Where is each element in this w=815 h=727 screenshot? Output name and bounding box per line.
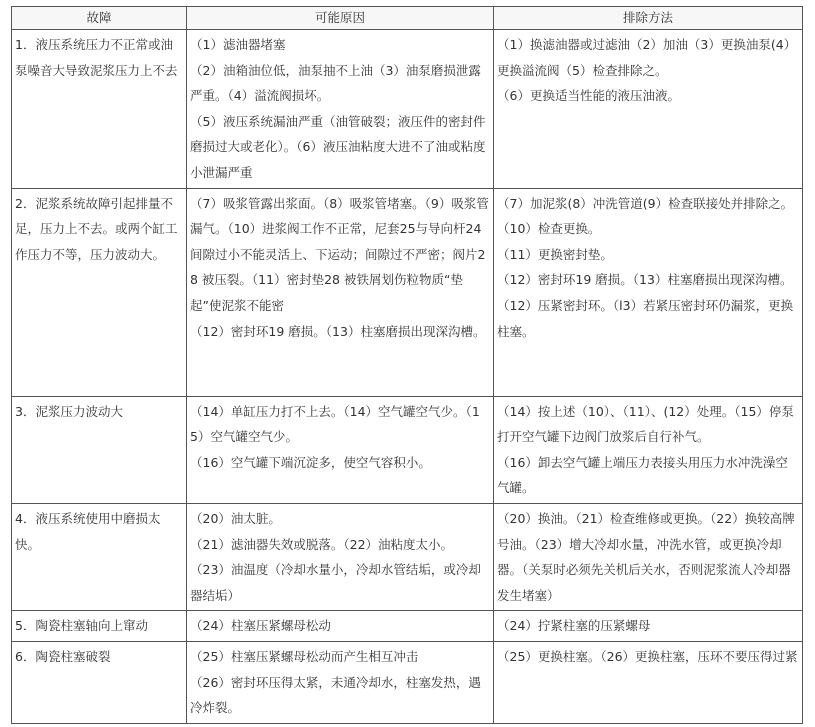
- header-fault: 故障: [12, 7, 187, 30]
- causes-cell: [187, 611, 494, 642]
- remedies-cell: [494, 503, 803, 610]
- remedy-line: （14）按上述（10）、（11）、(12）处理。（15）停泵打开空气罐下边阀门放浆后自行补气。: [497, 403, 794, 445]
- causes-cell: [187, 30, 494, 189]
- troubleshooting-table-wrapper: [11, 6, 803, 724]
- remedies-cell: [494, 641, 803, 723]
- cause-line: （14）单缸压力打不上去。（14）空气罐空气少。（15）空气罐空气少。: [190, 403, 480, 445]
- header-causes: 可能原因: [187, 7, 494, 30]
- causes-cell: [187, 396, 494, 503]
- causes-cell: [187, 641, 494, 723]
- table-row: [12, 503, 803, 610]
- remedy-line: （6）更换适当性能的液压油液。: [497, 88, 680, 104]
- header-row: [12, 7, 803, 30]
- cause-line: （12）密封环19 磨损。（13）柱塞磨损出现深沟槽。: [190, 323, 486, 339]
- fault-cell: 4．液压系统使用中磨损太快。: [12, 503, 187, 610]
- remedy-line: （24）拧紧柱塞的压紧螺母: [497, 618, 651, 634]
- cause-line: （16）空气罐下端沉淀多，使空气容积小。: [190, 454, 431, 470]
- cause-line: （20）油太脏。: [190, 510, 281, 526]
- cause-line: （26）密封环压得太紧，未通冷却水，柱塞发热，遇冷炸裂。: [190, 674, 481, 716]
- cause-line: （24）柱塞压紧螺母松动: [190, 618, 331, 634]
- fault-cell: 1．液压系统压力不正常或油泵噪音大导致泥浆压力上不去: [12, 30, 187, 189]
- remedy-line: （7）加泥浆(8）冲洗管道(9）检查联接处并排除之。: [497, 195, 794, 211]
- remedy-line: （12）密封环19 磨损。（13）柱塞磨损出现深沟槽。: [497, 272, 793, 288]
- cause-line: （23）油温度（冷却水量小，冷却水管结垢，或冷却器结垢）: [190, 562, 481, 603]
- cause-line: （21）滤油器失效或脱落。（22）油粘度太小。: [190, 536, 454, 552]
- cause-line: （25）柱塞压紧螺母松动而产生相互冲击: [190, 648, 419, 664]
- header-remedies: 排除方法: [494, 7, 803, 30]
- troubleshooting-table: [11, 6, 803, 724]
- cause-line: （7）吸浆管露出浆面。（8）吸浆管堵塞。（9）吸浆管漏气。（10）进浆阀工作不正常，尼套25与导向杆24 间隙过小不能灵活上、下运动；间隙过不严密；阀片28 被压裂。（11）密封垫28 被铁屑划伤粒物质“垫起”使泥浆不能密: [190, 195, 489, 313]
- fault-cell: 5．陶瓷柱塞轴向上窜动: [12, 611, 187, 642]
- remedy-line: （10）检查更换。: [497, 221, 601, 237]
- cause-line: （5）液压系统漏油严重（油管破裂；液压件的密封件磨损过大或老化）。（6）液压油粘度大进不了油或粘度小泄漏严重: [190, 113, 486, 180]
- cause-line: （2）油箱油位低，油泵抽不上油（3）油泵磨损泄露严重。（4）溢流阀损坏。: [190, 62, 481, 104]
- table-row: [12, 611, 803, 642]
- table-row: [12, 188, 803, 396]
- causes-cell: [187, 503, 494, 610]
- remedies-cell: [494, 611, 803, 642]
- remedy-line: （20）换油。（21）检查维修或更换。（22）换较高牌号油。（23）增大冷却水量，冲洗水管，或更换冷却器。（关泵时必须先关机后关水，否则泥浆流人冷却器发生堵塞）: [497, 510, 795, 603]
- fault-cell: 6．陶瓷柱塞破裂: [12, 641, 187, 723]
- remedy-line: （16）卸去空气罐上端压力表接头用压力水冲洗澡空气罐。: [497, 454, 788, 496]
- remedy-line: （1）换滤油器或过滤油（2）加油（3）更换油泵(4）更换溢流阀（5）检查排除之。: [497, 37, 797, 78]
- table-row: [12, 396, 803, 503]
- remedies-cell: [494, 188, 803, 396]
- remedy-line: （25）更换柱塞。（26）更换柱塞，压环不要压得过紧: [497, 648, 798, 664]
- cause-line: （1）滤油器堵塞: [190, 37, 286, 52]
- table-row: [12, 641, 803, 723]
- fault-cell: 3．泥浆压力波动大: [12, 396, 187, 503]
- fault-cell: 2．泥浆系统故障引起排量不足，压力上不去。或两个缸工作压力不等，压力波动大。: [12, 188, 187, 396]
- table-row: [12, 30, 803, 189]
- remedy-line: （12）压紧密封环。（l3）若紧压密封环仍漏浆，更换柱塞。: [497, 297, 794, 339]
- causes-cell: [187, 188, 494, 396]
- remedies-cell: [494, 30, 803, 189]
- remedies-cell: [494, 396, 803, 503]
- remedy-line: （11）更换密封垫。: [497, 246, 613, 262]
